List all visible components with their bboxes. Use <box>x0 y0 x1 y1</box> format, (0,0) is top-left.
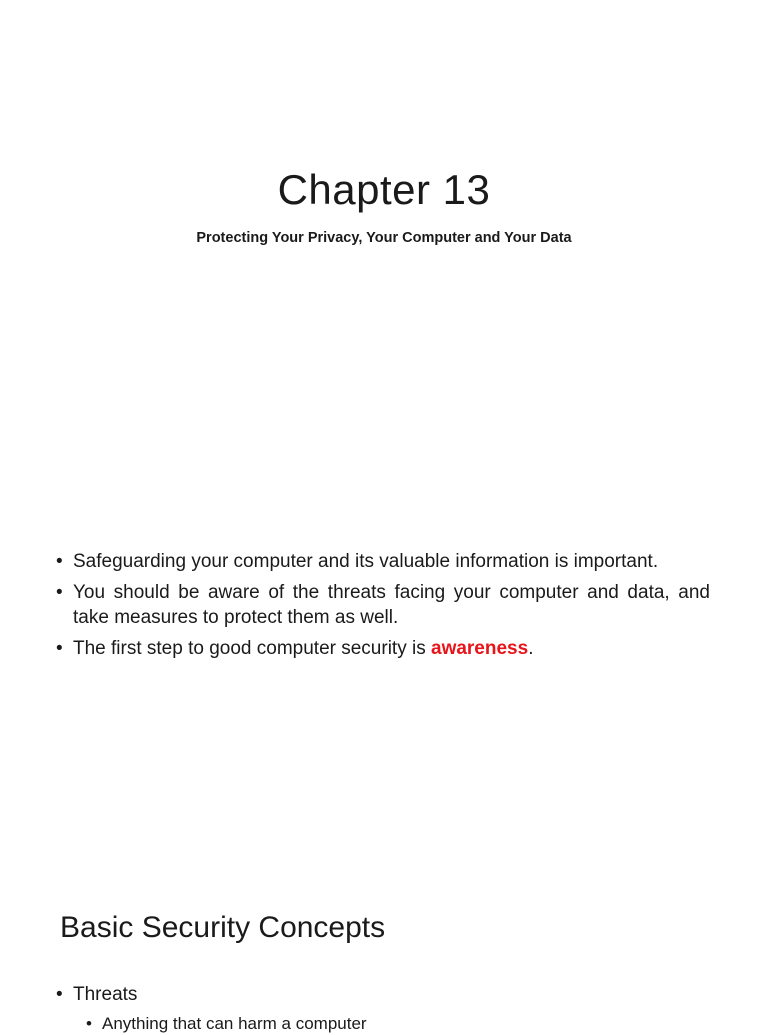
concepts-slide <box>0 890 768 1033</box>
bullet-dot-icon: • <box>56 984 63 1005</box>
chapter-title: Chapter 13 <box>277 166 491 213</box>
intro-bullet-list <box>56 549 710 667</box>
concepts-bullet-list <box>56 982 710 1035</box>
section-title: Basic Security Concepts <box>60 911 386 944</box>
bullet-dot-icon: • <box>56 582 63 603</box>
bullet-item <box>56 636 710 661</box>
bullet-item <box>56 580 710 630</box>
bullet-text: Safeguarding your computer and its valuable information is important. <box>73 551 659 572</box>
sub-bullet-text: Anything that can harm a computer <box>102 1014 367 1033</box>
intro-slide <box>0 510 768 890</box>
sub-bullet-item <box>56 1013 710 1035</box>
chapter-subtitle: Protecting Your Privacy, Your Computer and Your Data <box>196 230 572 246</box>
bullet-text-prefix: The first step to good computer security is <box>73 638 431 659</box>
bullet-text: You should be aware of the threats facing your computer and data, and take measures to protect them as well. <box>73 582 710 628</box>
bullet-dot-icon: • <box>86 1014 92 1033</box>
title-slide <box>0 0 768 510</box>
awareness-highlight: awareness <box>431 638 529 659</box>
bullet-item <box>56 549 710 574</box>
bullet-text-suffix: . <box>528 638 534 659</box>
bullet-dot-icon: • <box>56 638 63 659</box>
bullet-dot-icon: • <box>56 551 63 572</box>
bullet-item <box>56 982 710 1007</box>
bullet-text: Threats <box>73 984 138 1005</box>
